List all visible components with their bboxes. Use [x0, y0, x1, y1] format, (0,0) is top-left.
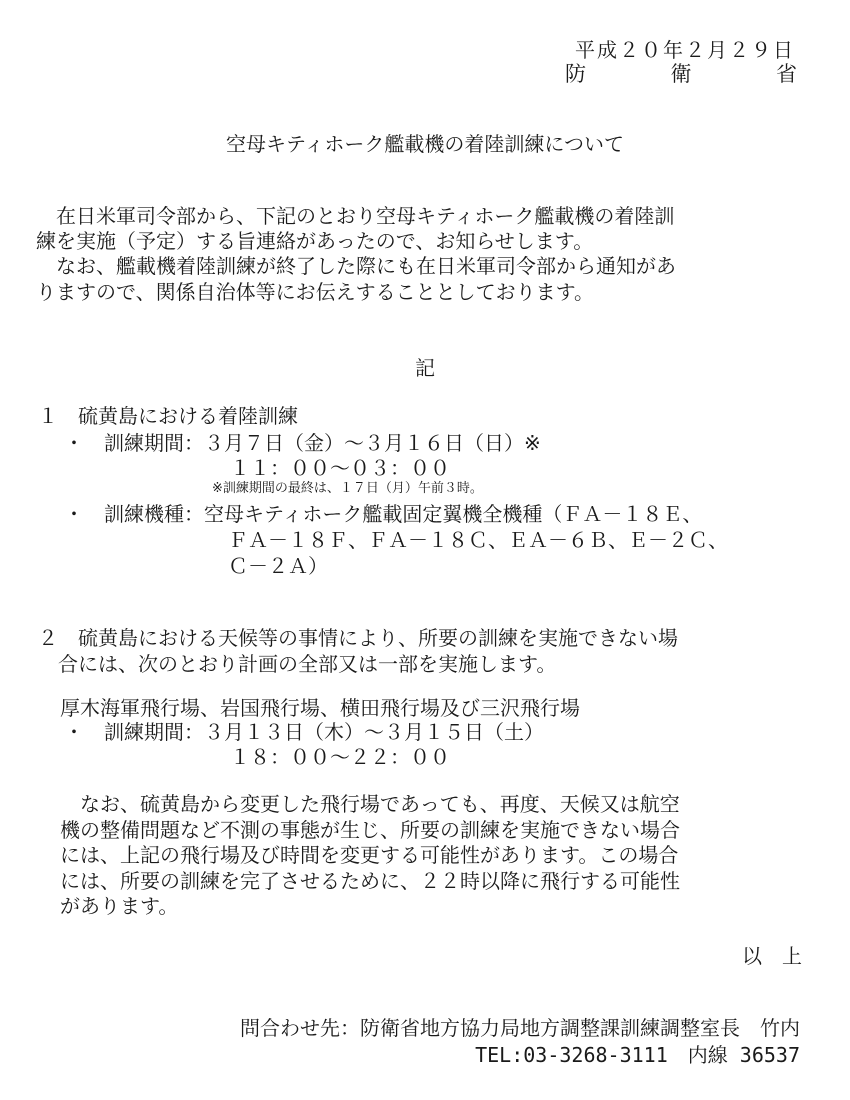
- issuer-ministry: [565, 58, 797, 88]
- contact-phone: TEL:03-3268-3111 内線 36537: [475, 1043, 800, 1067]
- closing-line: 機の整備問題など不測の事態が生じ、所要の訓練を実施できない場合: [60, 818, 680, 842]
- document-date: 平成２０年２月２９日: [575, 38, 795, 62]
- closing-line: には、所要の訓練を完了させるために、２２時以降に飛行する可能性: [60, 869, 680, 893]
- closing-line: があります。: [60, 894, 179, 918]
- issuer-char: 省: [776, 62, 797, 86]
- section1-period: ・ 訓練期間：３月７日（金）～３月１６日（日）※: [64, 431, 541, 455]
- intro-line: なお、艦載機着陸訓練が終了した際にも在日米軍司令部から通知があ: [36, 254, 676, 278]
- section1-heading: １ 硫黄島における着陸訓練: [38, 404, 298, 428]
- section2-airfields: 厚木海軍飛行場、岩国飛行場、横田飛行場及び三沢飛行場: [60, 696, 580, 720]
- section1-note: ※訓練期間の最終は、１７日（月）午前３時。: [212, 481, 483, 496]
- section2-period: ・ 訓練期間：３月１３日（木）～３月１５日（土）: [64, 720, 544, 744]
- section2-period-time: １８：００～２２：００: [230, 745, 450, 769]
- section1-aircraft-cont: Ｃ－２Ａ）: [228, 554, 328, 578]
- intro-line: 練を実施（予定）する旨連絡があったので、お知らせします。: [36, 229, 594, 253]
- section2-line: ２ 硫黄島における天候等の事情により、所要の訓練を実施できない場: [38, 626, 678, 650]
- contact-person: 問合わせ先：防衛省地方協力局地方調整課訓練調整室長 竹内: [240, 1016, 800, 1040]
- issuer-char: 防: [565, 62, 586, 86]
- closing-line: なお、硫黄島から変更した飛行場であっても、再度、天候又は航空: [60, 792, 680, 816]
- section1-aircraft: ・ 訓練機種：空母キティホーク艦載固定翼機全機種（ＦＡ－１８Ｅ、: [64, 502, 703, 526]
- intro-line: 在日米軍司令部から、下記のとおり空母キティホーク艦載機の着陸訓: [36, 204, 675, 228]
- section1-aircraft-cont: ＦＡ－１８Ｆ、ＦＡ－１８Ｃ、ＥＡ－６Ｂ、Ｅ－２Ｃ、: [228, 528, 728, 552]
- ijou-marker: 以 上: [742, 944, 802, 968]
- ki-marker: 記: [415, 356, 435, 380]
- document-title: 空母キティホーク艦載機の着陸訓練について: [226, 132, 624, 156]
- intro-line: りますので、関係自治体等にお伝えすることとしております。: [36, 280, 594, 304]
- section2-line: 合には、次のとおり計画の全部又は一部を実施します。: [38, 652, 557, 676]
- issuer-char: 衛: [670, 62, 692, 86]
- closing-line: には、上記の飛行場及び時間を変更する可能性があります。この場合: [60, 843, 679, 867]
- section1-period-time: １１：００～０３：００: [230, 456, 450, 480]
